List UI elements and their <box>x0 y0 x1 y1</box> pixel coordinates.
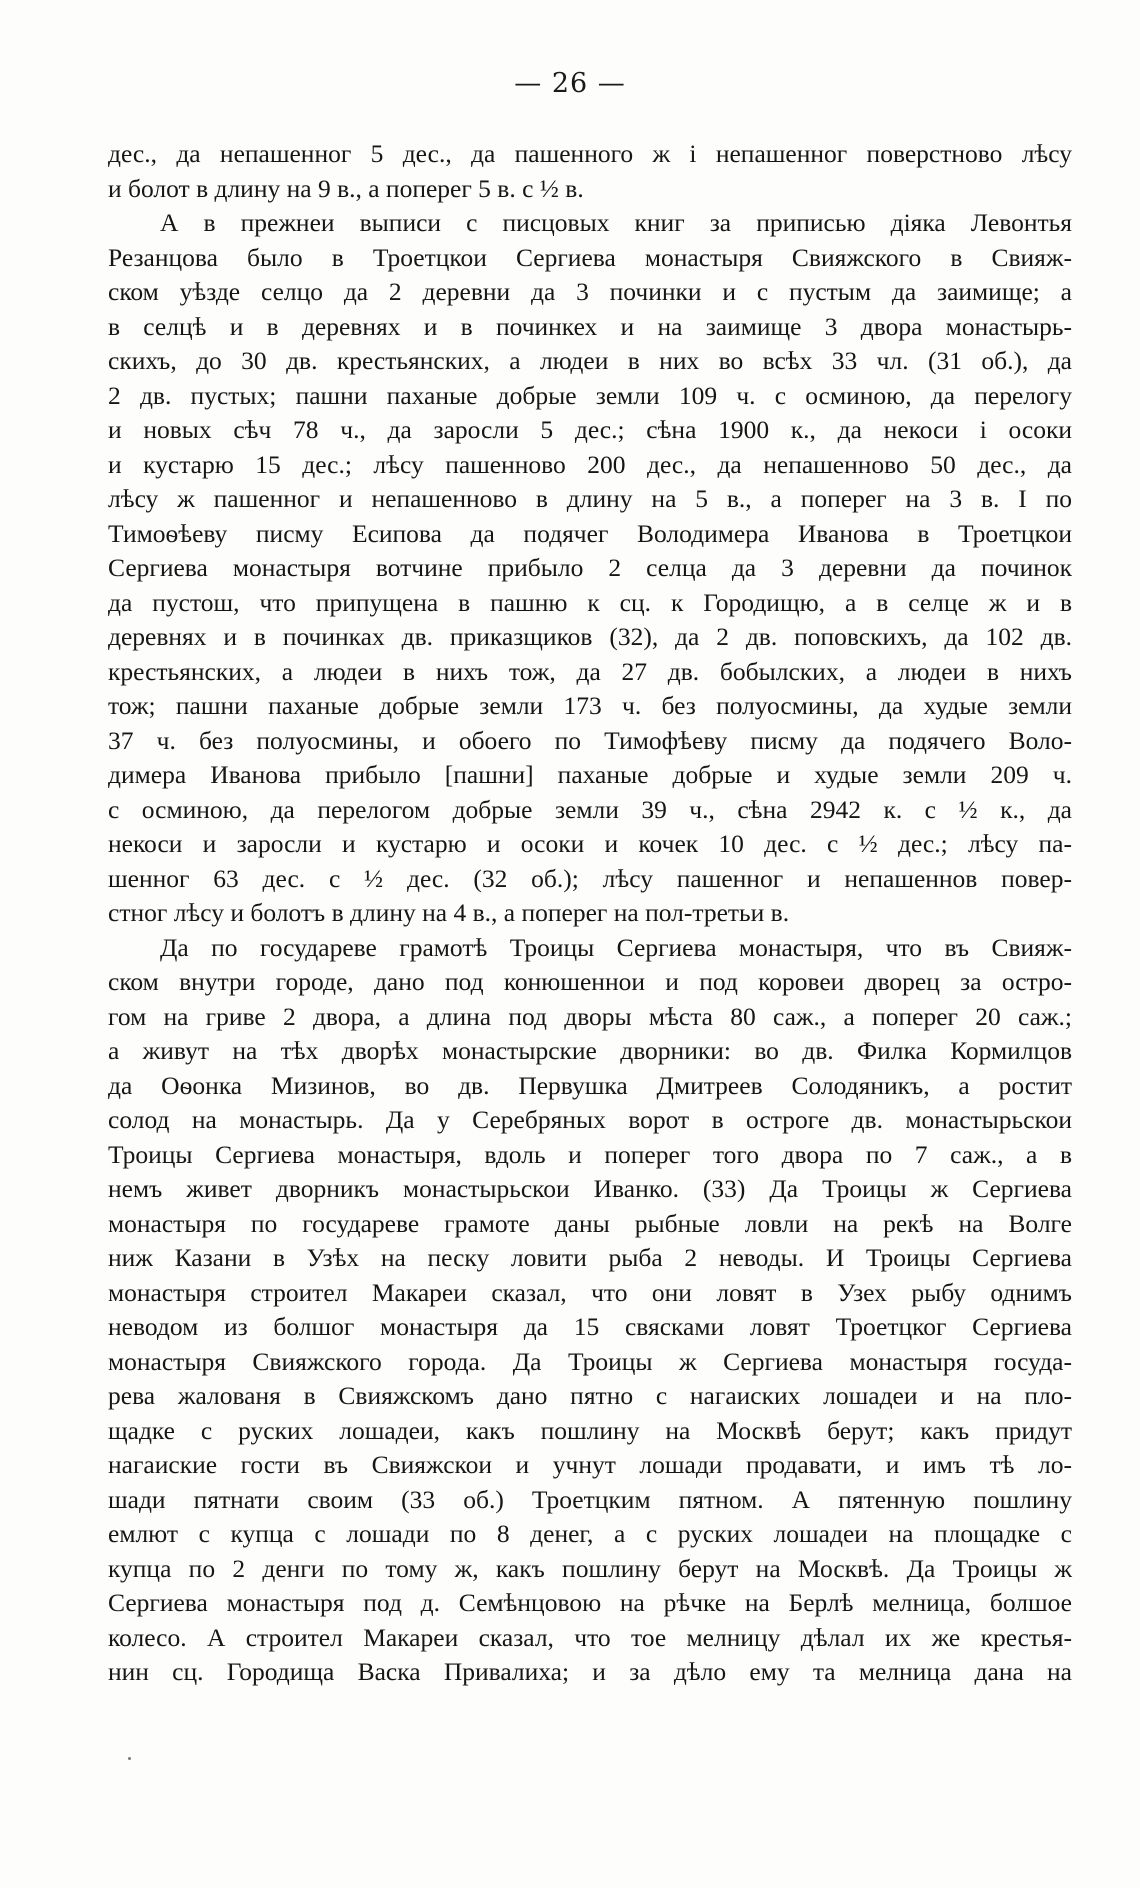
text-line: солод на монастырь. Да у Серебряных ворот в остроге дв. монастырьскои <box>108 1105 1072 1134</box>
text-line: колесо. А строител Макареи сказал, что тое мелницу дѣлал их же крестья- <box>108 1622 1072 1652</box>
text-line: Сергиева монастыря под д. Семѣнцовою на рѣчке на Берлѣ мелница, болшое <box>108 1588 1072 1617</box>
page-number: — 26 — <box>514 68 626 99</box>
paragraph-start-line: А в прежнеи выписи с писцовых книг за приписью дiяка Левонтья <box>160 208 1072 237</box>
text-line: неводом из болшог монастыря да 15 свясками ловят Троетцког Сергиева <box>108 1312 1072 1341</box>
text-line: и кустарю 15 дес.; лѣсу пашенново 200 дес., да непашенново 50 дес., да <box>108 449 1072 479</box>
text-line: Резанцова было в Троетцкои Сергиева монастыря Свияжского в Свияж- <box>108 242 1072 272</box>
text-line: димера Иванова прибыло [пашни] паханые добрые и худые земли 209 ч. <box>108 760 1072 789</box>
text-line: с осминою, да перелогом добрые земли 39 ч., сѣна 2942 к. с ½ к., да <box>108 794 1072 824</box>
text-line: крестьянских, а людеи в нихъ тож, да 27 дв. бобылских, а людеи в нихъ <box>108 656 1072 686</box>
text-line: и новых сѣч 78 ч., да заросли 5 дес.; сѣна 1900 к., да некоси і осоки <box>108 415 1072 444</box>
text-line: скихъ, до 30 дв. крестьянских, а людеи в них во всѣх 33 чл. (31 об.), да <box>108 346 1072 375</box>
text-line: 37 ч. без полуосмины, и обоего по Тимофѣеву писму да подячего Воло- <box>108 725 1072 755</box>
text-line: в селцѣ и в деревнях и в починкех и на заимище 3 двора монастырь- <box>108 311 1072 341</box>
paragraph-start-line: Да по государеве грамотѣ Троицы Сергиева монастыря, что въ Свияж- <box>160 932 1072 962</box>
text-line: ском уѣзде селцо да 2 деревни да 3 починки и с пустым да заимище; а <box>108 277 1072 306</box>
text-line: и болот в длину на 9 в., а поперег 5 в. с ½ в. <box>108 173 584 203</box>
text-line: лѣсу ж пашенног и непашенново в длину на 5 в., а поперег на 3 в. І по <box>108 484 1072 513</box>
text-line: Сергиева монастыря вотчине прибыло 2 селца да 3 деревни да починок <box>108 553 1072 582</box>
body-text <box>108 137 1072 1690</box>
text-line: Троицы Сергиева монастыря, вдоль и поперег того двора по 7 саж., а в <box>108 1139 1072 1169</box>
text-line: монастыря Свияжского города. Да Троицы ж Сергиева монастыря госуда- <box>108 1346 1072 1376</box>
text-line: купца по 2 денги по тому ж, какъ пошлину берут на Москвѣ. Да Троицы ж <box>108 1553 1072 1583</box>
text-line: а живут на тѣх дворѣх монастырские дворники: во дв. Филка Кормилцов <box>108 1036 1072 1065</box>
text-line: нагаиские гости въ Свияжскои и учнут лошади продавати, и имъ тѣ ло- <box>108 1450 1072 1479</box>
text-line: немъ живет дворникъ монастырьскои Иванко. (33) Да Троицы ж Сергиева <box>108 1174 1072 1203</box>
text-line: тож; пашни паханые добрые земли 173 ч. без полуосмины, да худые земли <box>108 691 1072 720</box>
text-line: щадке с руских лошадеи, какъ пошлину на Москвѣ берут; какъ придут <box>108 1415 1072 1445</box>
scan-speck <box>128 1757 131 1760</box>
text-line: нин сц. Городища Васка Привалиха; и за дѣло ему та мелница дана на <box>108 1657 1072 1686</box>
text-line: да Оѳонка Мизинов, во дв. Первушка Дмитреев Солодяникъ, а ростит <box>108 1070 1072 1100</box>
text-line: монастыря по государеве грамоте даны рыбные ловли на рекѣ на Волге <box>108 1208 1072 1238</box>
text-line: дес., да непашенног 5 дес., да пашенного ж і непашенног поверстново лѣсу <box>108 139 1072 168</box>
text-line: емлют с купца с лошади по 8 денег, а с руских лошадеи на площадке с <box>108 1519 1072 1548</box>
text-line: шенног 63 дес. с ½ дес. (32 об.); лѣсу пашенног и непашеннов повер- <box>108 863 1072 893</box>
text-line: 2 дв. пустых; пашни паханые добрые земли 109 ч. с осминою, да перелогу <box>108 380 1072 410</box>
text-line: да пустош, что припущена в пашню к сц. к Городищю, а в селце ж и в <box>108 587 1072 617</box>
text-line: монастыря строител Макареи сказал, что они ловят в Узех рыбу однимъ <box>108 1277 1072 1307</box>
text-line: рева жалованя в Свияжскомъ дано пятно с нагаиских лошадеи и на пло- <box>108 1381 1072 1410</box>
text-line: деревнях и в починках дв. приказщиков (32), да 2 дв. поповскихъ, да 102 дв. <box>108 622 1072 651</box>
text-line: Тимоѳѣеву писму Есипова да подячег Володимера Иванова в Троетцкои <box>108 518 1072 548</box>
text-line: гом на гриве 2 двора, а длина под дворы мѣста 80 саж., а поперег 20 саж.; <box>108 1001 1072 1031</box>
text-line: стног лѣсу и болотъ в длину на 4 в., а поперег на пол-третьи в. <box>108 898 790 927</box>
text-line: шади пятнати своим (33 об.) Троетцким пятном. А пятенную пошлину <box>108 1484 1072 1514</box>
text-line: ском внутри городе, дано под конюшеннои и под коровеи дворец за остро- <box>108 967 1072 996</box>
text-line: ниж Казани в Узѣх на песку ловити рыба 2 неводы. И Троицы Сергиева <box>108 1243 1072 1272</box>
text-line: некоси и заросли и кустарю и осоки и кочек 10 дес. с ½ дес.; лѣсу па- <box>108 829 1072 858</box>
